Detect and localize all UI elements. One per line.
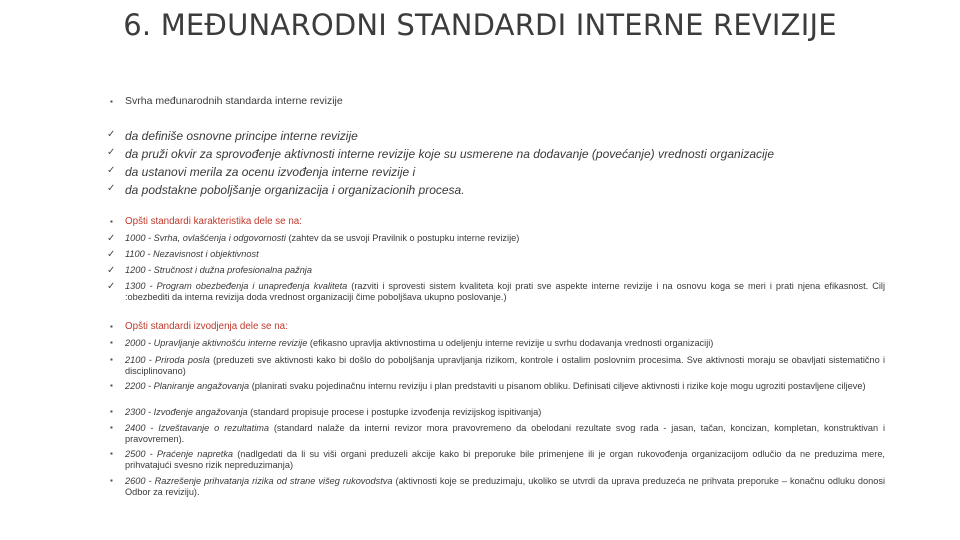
bullet-icon: ▪ bbox=[110, 476, 113, 485]
standard-code: 1000 bbox=[125, 233, 146, 243]
check-icon: ✓ bbox=[107, 249, 116, 260]
standard-code: 1100 bbox=[125, 249, 145, 259]
standard-desc: (standard nalaže da interni revizor mora pravovremeno da obelodani rezultate svog rada - jasan, tačan, koncizan, kompletan, konstruktivan i pravovremen). bbox=[125, 423, 885, 444]
standard-desc: (planirati svaku pojedinačnu internu reviziju i plan predstaviti u pisanom obliku. Definisati ciljeve aktivnosti i rizike koje mogu ugroziti postavljene ciljeve) bbox=[249, 381, 866, 391]
purpose-text: da definiše osnovne principe interne revizije bbox=[125, 129, 358, 143]
bullet-icon: ▪ bbox=[110, 381, 113, 390]
standard-code: 2600 bbox=[125, 476, 146, 486]
performance-heading: Opšti standardi izvodjenja dele se na: bbox=[125, 321, 288, 332]
bullet-icon: ▪ bbox=[110, 217, 113, 226]
standard-name: Program obezbeđenja i unapređenja kvaliteta bbox=[156, 281, 348, 291]
standard-name: Razrešenje prihvatanja rizika od strane višeg rukovodstva bbox=[154, 476, 393, 486]
list-item-text: 2500 - Praćenje napretka (nadlgedati da li su viši organi preduzeli akcije kako bi preporuke bile primenjene ili je organ rukovođenja organizacijom odlučio da ne preduzima mere, prihvatajući svesno rizik nepreduzimanja) bbox=[125, 449, 885, 470]
purpose-text: da podstakne poboljšanje organizacija i organizacionih procesa. bbox=[125, 183, 465, 197]
check-icon: ✓ bbox=[107, 265, 116, 276]
standard-code: 2400 bbox=[125, 423, 146, 433]
bullet-icon: ▪ bbox=[110, 322, 113, 331]
standard-code: 2100 bbox=[125, 355, 146, 365]
standard-name: Izvođenje angažovanja bbox=[153, 407, 248, 417]
bullet-icon: ▪ bbox=[110, 423, 113, 432]
list-item-text: 2200 - Planiranje angažovanja (planirati svaku pojedinačnu internu reviziju i plan predstaviti u pisanom obliku. Definisati ciljeve aktivnosti i rizike koje mogu ugroziti postavljene ciljeve) bbox=[125, 381, 866, 391]
check-icon: ✓ bbox=[107, 147, 116, 158]
standard-desc: (efikasno upravlja aktivnostima u odeljenju interne revizije u svrhu dodavanja vrednosti organizaciji) bbox=[307, 338, 714, 348]
check-icon: ✓ bbox=[107, 281, 116, 292]
standard-name: Izveštavanje o rezultatima bbox=[158, 423, 269, 433]
standard-name: Svrha, ovlašćenja i odgovornosti bbox=[153, 233, 286, 243]
standard-desc: (zahtev da se usvoji Pravilnik o postupku interne revizije) bbox=[285, 233, 520, 243]
standard-name: Planiranje angažovanja bbox=[153, 381, 250, 391]
list-item-text: 2400 - Izveštavanje o rezultatima (standard nalaže da interni revizor mora pravovremeno da obelodani rezultate svog rada - jasan, tačan, koncizan, kompletan, konstruktivan i pravovremen). bbox=[125, 423, 885, 444]
bullet-icon: ▪ bbox=[110, 449, 113, 458]
check-icon: ✓ bbox=[107, 183, 116, 194]
standard-code: 2300 bbox=[125, 407, 146, 417]
list-item-text: 2000 - Upravljanje aktivnošću interne revizije (efikasno upravlja aktivnostima u odeljenju interne revizije u svrhu dodavanja vrednosti organizaciji) bbox=[125, 338, 714, 348]
standard-name: Stručnost i dužna profesionalna pažnja bbox=[153, 265, 312, 275]
standard-desc: (standard propisuje procese i postupke izvođenja revizijskog ispitivanja) bbox=[247, 407, 542, 417]
intro-text: Svrha međunarodnih standarda interne revizije bbox=[125, 95, 343, 107]
standard-name: Praćenje napretka bbox=[156, 449, 234, 459]
bullet-icon: ▪ bbox=[110, 355, 113, 364]
list-item-text: 2600 - Razrešenje prihvatanja rizika od strane višeg rukovodstva (aktivnosti koje se preduzimaju, ukoliko se utvrdi da uprava preduzeća ne prihvata preporuke – konačnu odluku donosi Odbor za reviziju). bbox=[125, 476, 885, 497]
list-item-text: 2100 - Priroda posla (preduzeti sve aktivnosti kako bi došlo do poboljšanja upravljanja rizikom, kontrole i ostalim poslovnim procesima. Sve aktivnosti moraju se obavljati sistematično i disciplinovano) bbox=[125, 355, 885, 376]
attribute-heading: Opšti standardi karakteristika dele se na: bbox=[125, 216, 302, 227]
standard-desc: (nadlgedati da li su viši organi preduzeli akcije kako bi preporuke bile primenjene ili je organ rukovođenja organizacijom odlučio da ne preduzima mere, prihvatajući svesno rizik nepreduzimanja) bbox=[125, 449, 885, 470]
standard-code: 1200 bbox=[125, 265, 146, 275]
standard-code: 1300 bbox=[125, 281, 146, 291]
check-icon: ✓ bbox=[107, 233, 116, 244]
standard-desc: (razviti i sprovesti sistem kvaliteta koji prati sve aspekte interne revizije i na osnovu koga se meri i prati njena efikasnost. Cilj :obezbediti da interna revizija doda vrednost organizaciji čime poboljšava ukupno poslovanje.) bbox=[125, 281, 885, 302]
purpose-text: da ustanovi merila za ocenu izvođenja interne revizije i bbox=[125, 165, 416, 179]
standard-name: Nezavisnost i objektivnost bbox=[152, 249, 259, 259]
bullet-icon: ▪ bbox=[110, 338, 113, 347]
standard-desc: (preduzeti sve aktivnosti kako bi došlo do poboljšanja upravljanja rizikom, kontrole i ostalim poslovnim procesima. Sve aktivnosti moraju se obavljati sistematično i disciplinovano) bbox=[125, 355, 885, 376]
list-item-text: 2300 - Izvođenje angažovanja (standard propisuje procese i postupke izvođenja revizijskog ispitivanja) bbox=[125, 407, 542, 417]
standard-code: 2000 bbox=[125, 338, 146, 348]
standard-name: Upravljanje aktivnošću interne revizije bbox=[153, 338, 308, 348]
check-icon: ✓ bbox=[107, 129, 116, 140]
purpose-text: da pruži okvir za sprovođenje aktivnosti interne revizije koje su usmerene na dodavanje (povećanje) vrednosti organizacije bbox=[125, 147, 775, 161]
standard-desc: (aktivnosti koje se preduzimaju, ukoliko se utvrdi da uprava preduzeća ne prihvata preporuke – konačnu odluku donosi Odbor za reviziju). bbox=[125, 476, 885, 497]
page-title: 6. MEĐUNARODNI STANDARDI INTERNE REVIZIJE bbox=[123, 8, 837, 42]
standard-code: 2200 bbox=[125, 381, 146, 391]
standard-name: Priroda posla bbox=[155, 355, 210, 365]
check-icon: ✓ bbox=[107, 165, 116, 176]
standard-code: 2500 bbox=[125, 449, 146, 459]
bullet-icon: ▪ bbox=[110, 97, 113, 106]
list-item-text: 1300 - Program obezbeđenja i unapređenja kvaliteta (razviti i sprovesti sistem kvaliteta koji prati sve aspekte interne revizije i na osnovu koga se meri i prati njena efikasnost. Cilj :obezbediti da interna revizija doda vrednost organizaciji čime poboljšava ukupno poslovanje.) bbox=[125, 281, 885, 302]
bullet-icon: ▪ bbox=[110, 407, 113, 416]
